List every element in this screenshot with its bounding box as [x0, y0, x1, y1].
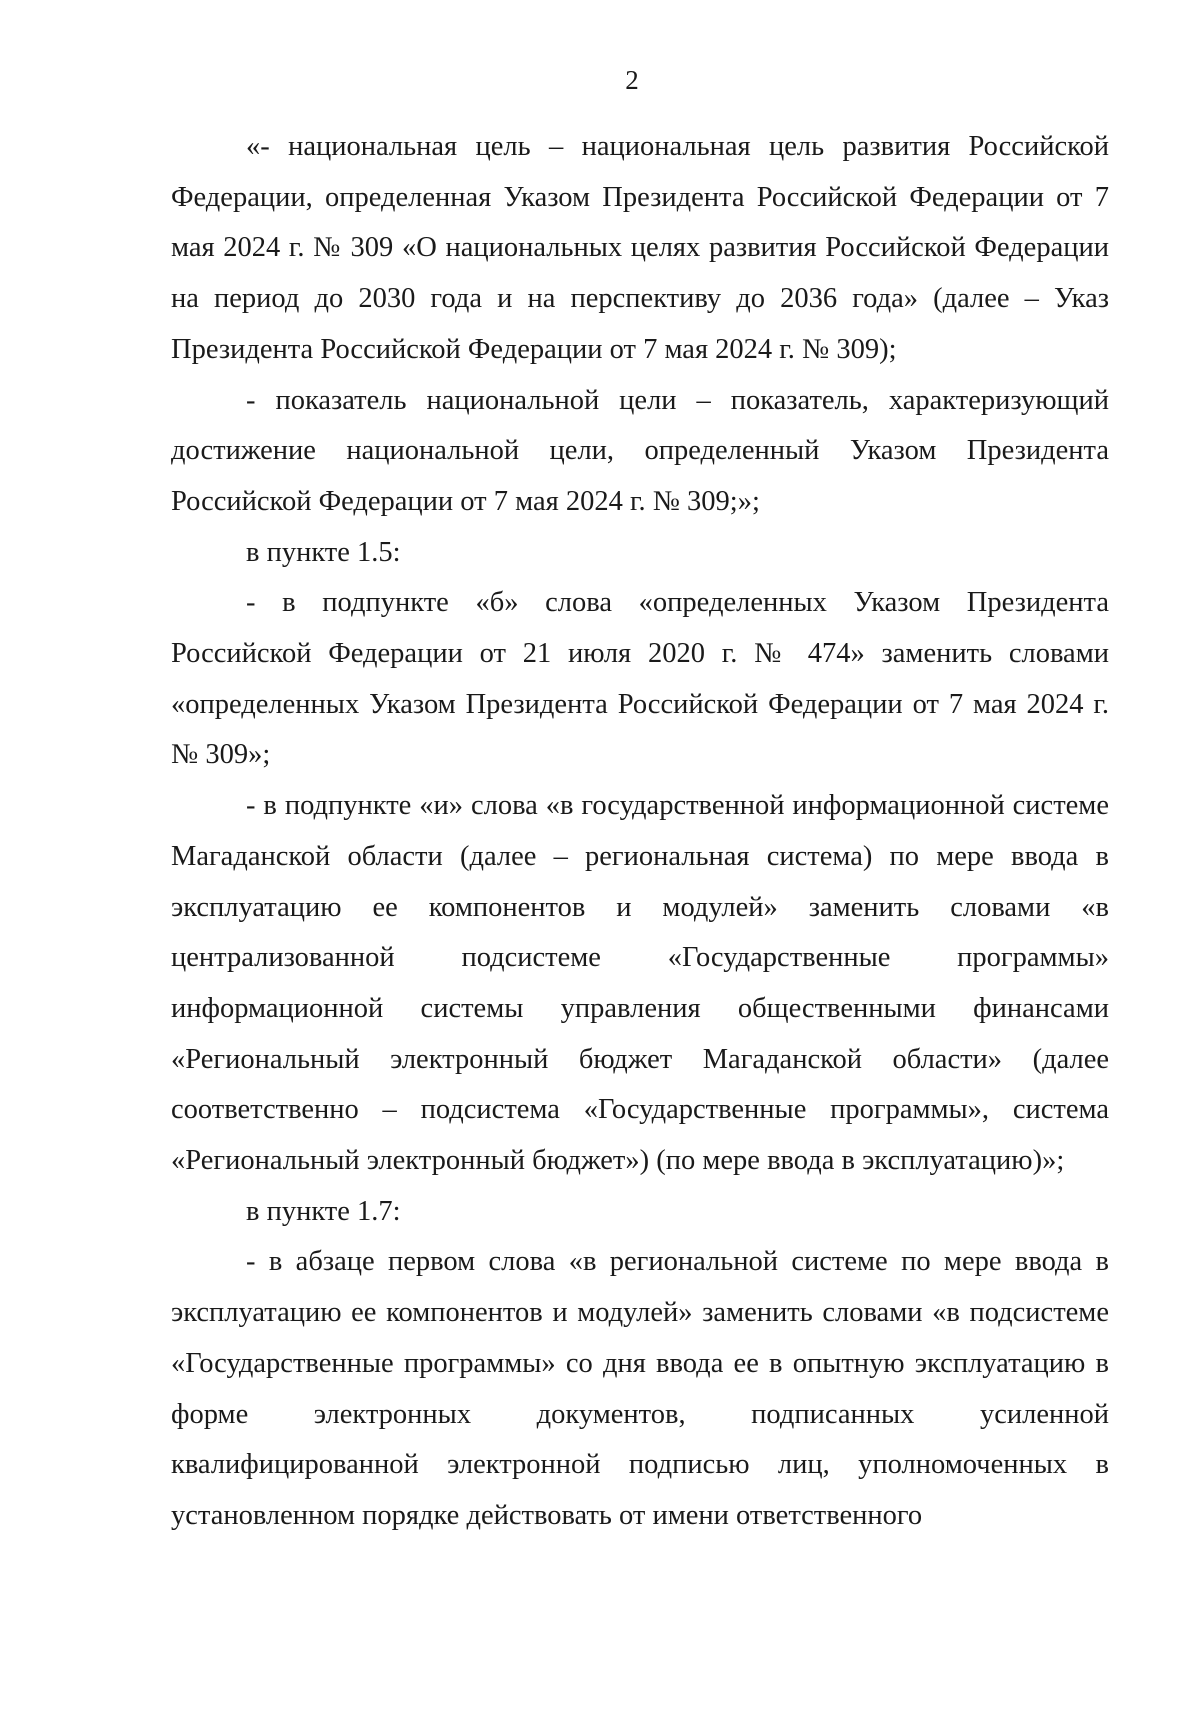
paragraph-national-goal-indicator: - показатель национальной цели – показатель, характеризующий достижение национальной цели, определенный Указом Президента Российской Федерации от 7 мая 2024 г. № 309;»;: [171, 384, 1109, 517]
paragraph-subclause-b: - в подпункте «б» слова «определенных Указом Президента Российской Федерации от 21 июля 2020 г. № 474» заменить словами «определенных Указом Президента Российской Федерации от 7 мая 2024 г. № 309»;: [171, 587, 1109, 771]
paragraph-clause-1-7-heading: в пункте 1.7:: [246, 1195, 401, 1227]
paragraph-clause-1-5-heading: в пункте 1.5:: [246, 536, 401, 568]
paragraph-national-goal-definition: «- национальная цель – национальная цель развития Российской Федерации, определенная Указом Президента Российской Федерации от 7 мая 2024 г. № 309 «О национальных целях развития Российской Федерации на период до 2030 года и на перспективу до 2036 года» (далее – Указ Президента Российской Федерации от 7 мая 2024 г. № 309);: [171, 131, 1109, 365]
paragraph-subclause-i: - в подпункте «и» слова «в государственной информационной системе Магаданской области (далее – региональная система) по мере ввода в эксплуатацию ее компонентов и модулей» заменить словами «в централизованной подсистеме «Государственные программы» информационной системы управления общественными финансами «Региональный электронный бюджет Магаданской области» (далее соответственно – подсистема «Государственные программы», система «Региональный электронный бюджет») (по мере ввода в эксплуатацию)»;: [171, 790, 1109, 1177]
document-body: [171, 122, 1109, 1542]
page-number: 2: [625, 65, 639, 95]
paragraph-first-subparagraph: - в абзаце первом слова «в региональной системе по мере ввода в эксплуатацию ее компонентов и модулей» заменить словами «в подсистеме «Государственные программы» со дня ввода ее в опытную эксплуатацию в форме электронных документов, подписанных усиленной квалифицированной электронной подписью лиц, уполномоченных в установленном порядке действовать от имени ответственного: [171, 1246, 1109, 1531]
